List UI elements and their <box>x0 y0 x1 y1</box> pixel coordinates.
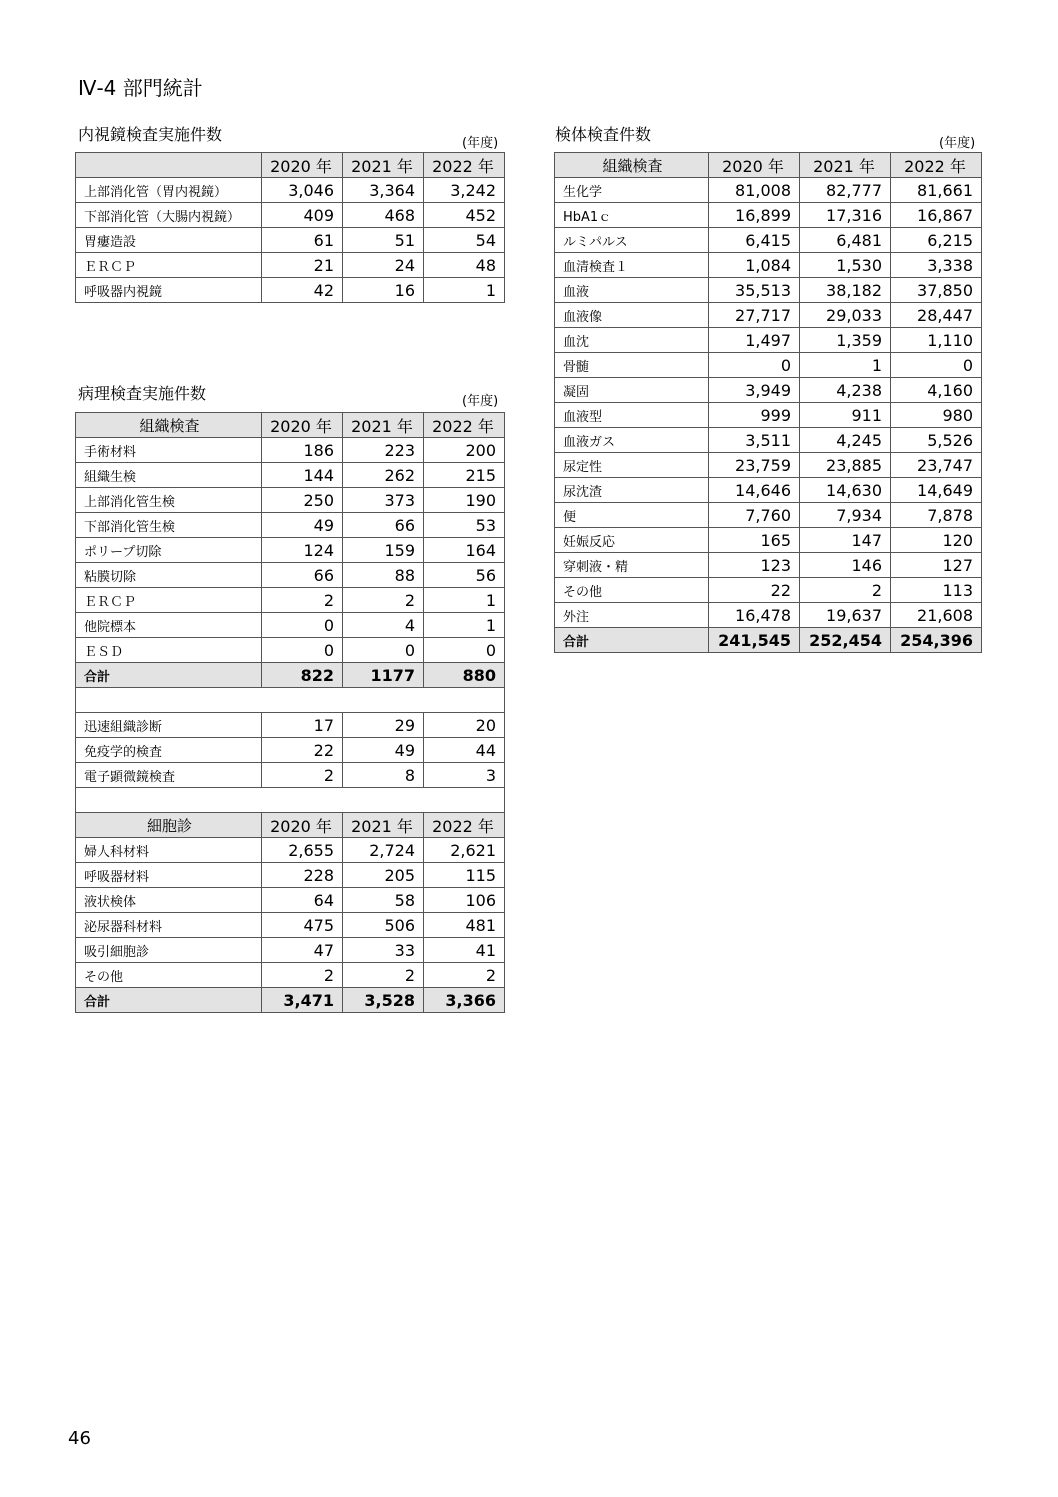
row-label: ＥＲＣＰ <box>76 588 262 613</box>
cell-value: 2021 年 <box>343 813 424 838</box>
row-label: 泌尿器科材料 <box>76 913 262 938</box>
cell-value: 3,338 <box>891 253 982 278</box>
cell-value: 38,182 <box>800 278 891 303</box>
cell-value: 51 <box>343 228 424 253</box>
row-label: 尿定性 <box>555 453 709 478</box>
cell-value: 37,850 <box>891 278 982 303</box>
pathology-title: 病理検査実施件数 <box>78 384 207 403</box>
row-label: 他院標本 <box>76 613 262 638</box>
row-label: 上部消化管（胃内視鏡） <box>76 178 262 203</box>
cell-value: 3,511 <box>709 428 800 453</box>
cell-value: 4 <box>343 613 424 638</box>
cell-value: 2 <box>262 763 343 788</box>
cell-value: 3,046 <box>262 178 343 203</box>
cell-value: 64 <box>262 888 343 913</box>
cell-value: 17 <box>262 713 343 738</box>
header-row <box>76 153 505 178</box>
cell-value: 33 <box>343 938 424 963</box>
table-row <box>76 463 505 488</box>
cell-value: 2 <box>262 588 343 613</box>
cell-value: 61 <box>262 228 343 253</box>
table-row <box>555 428 982 453</box>
row-label: 穿刺液・精 <box>555 553 709 578</box>
cell-value: 822 <box>262 663 343 688</box>
row-label: 合計 <box>76 988 262 1013</box>
cell-value: 252,454 <box>800 628 891 653</box>
table-row <box>76 228 505 253</box>
cell-value: 16,899 <box>709 203 800 228</box>
row-label: 凝固 <box>555 378 709 403</box>
cell-value: 66 <box>343 513 424 538</box>
cell-value: 4,245 <box>800 428 891 453</box>
row-label: 細胞診 <box>76 813 262 838</box>
table-row <box>76 713 505 738</box>
cell-value: 1,359 <box>800 328 891 353</box>
cell-value: 58 <box>343 888 424 913</box>
row-label: 組織検査 <box>555 153 709 178</box>
cell-value: 3,949 <box>709 378 800 403</box>
row-label: 便 <box>555 503 709 528</box>
cell-value: 1 <box>424 613 505 638</box>
spacer-cell <box>76 788 505 813</box>
cell-value: 2,621 <box>424 838 505 863</box>
row-label: ルミパルス <box>555 228 709 253</box>
cell-value: 47 <box>262 938 343 963</box>
cell-value: 124 <box>262 538 343 563</box>
cell-value: 250 <box>262 488 343 513</box>
table-row <box>555 478 982 503</box>
cell-value: 53 <box>424 513 505 538</box>
cell-value: 6,481 <box>800 228 891 253</box>
table-row <box>76 763 505 788</box>
cell-value: 506 <box>343 913 424 938</box>
total-row <box>76 663 505 688</box>
table-row <box>555 503 982 528</box>
row-label: 血沈 <box>555 328 709 353</box>
table-row <box>76 278 505 303</box>
table-row <box>76 538 505 563</box>
row-label: 血液像 <box>555 303 709 328</box>
table-row <box>555 228 982 253</box>
cell-value: 120 <box>891 528 982 553</box>
table-row <box>555 278 982 303</box>
cell-value: 21,608 <box>891 603 982 628</box>
row-label: ＥＲＣＰ <box>76 253 262 278</box>
cell-value: 2020 年 <box>262 813 343 838</box>
row-label: 組織検査 <box>76 413 262 438</box>
table-row <box>76 938 505 963</box>
cell-value: 16,867 <box>891 203 982 228</box>
cell-value: 190 <box>424 488 505 513</box>
cell-value: 81,661 <box>891 178 982 203</box>
cell-value: 123 <box>709 553 800 578</box>
cell-value: 41 <box>424 938 505 963</box>
row-label: 合計 <box>555 628 709 653</box>
row-label: 血液 <box>555 278 709 303</box>
cell-value: 14,649 <box>891 478 982 503</box>
row-label: ポリープ切除 <box>76 538 262 563</box>
specimen-title: 検体検査件数 <box>555 125 652 144</box>
row-label: 血液型 <box>555 403 709 428</box>
endoscopy-table <box>75 152 505 303</box>
cell-value: 29,033 <box>800 303 891 328</box>
cell-value: 254,396 <box>891 628 982 653</box>
cell-value: 2,655 <box>262 838 343 863</box>
table-row <box>555 578 982 603</box>
table-row <box>76 438 505 463</box>
row-label: 生化学 <box>555 178 709 203</box>
table-row <box>555 603 982 628</box>
cell-value: 3 <box>424 763 505 788</box>
cell-value: 7,760 <box>709 503 800 528</box>
table-row <box>555 403 982 428</box>
cell-value: 223 <box>343 438 424 463</box>
cell-value: 0 <box>262 638 343 663</box>
header-row <box>76 413 505 438</box>
spacer-row <box>76 788 505 813</box>
cell-value: 0 <box>709 353 800 378</box>
cell-value: 115 <box>424 863 505 888</box>
cell-value: 1 <box>800 353 891 378</box>
cell-value: 22 <box>709 578 800 603</box>
cell-value: 164 <box>424 538 505 563</box>
row-label: 電子顕微鏡検査 <box>76 763 262 788</box>
cell-value: 159 <box>343 538 424 563</box>
cell-value: 3,471 <box>262 988 343 1013</box>
cell-value: 409 <box>262 203 343 228</box>
row-label: 骨髄 <box>555 353 709 378</box>
cell-value: 7,878 <box>891 503 982 528</box>
table-row <box>76 863 505 888</box>
cell-value: 3,366 <box>424 988 505 1013</box>
row-label: 下部消化管（大腸内視鏡） <box>76 203 262 228</box>
cell-value: 28,447 <box>891 303 982 328</box>
cell-value: 0 <box>262 613 343 638</box>
row-label: 吸引細胞診 <box>76 938 262 963</box>
cell-value: 8 <box>343 763 424 788</box>
row-label: 合計 <box>76 663 262 688</box>
row-label: 胃瘻造設 <box>76 228 262 253</box>
cell-value: 127 <box>891 553 982 578</box>
cell-value: 147 <box>800 528 891 553</box>
cell-value: 2020 年 <box>262 413 343 438</box>
table-row <box>555 303 982 328</box>
cell-value: 241,545 <box>709 628 800 653</box>
cell-value: 17,316 <box>800 203 891 228</box>
row-label: その他 <box>555 578 709 603</box>
cell-value: 2020 年 <box>709 153 800 178</box>
cell-value: 2021 年 <box>343 413 424 438</box>
cell-value: 373 <box>343 488 424 513</box>
cell-value: 980 <box>891 403 982 428</box>
header-row <box>555 153 982 178</box>
row-label: ＥＳＤ <box>76 638 262 663</box>
cell-value: 5,526 <box>891 428 982 453</box>
cell-value: 1 <box>424 588 505 613</box>
cell-value: 2020 年 <box>262 153 343 178</box>
cytology-header-row <box>76 813 505 838</box>
cell-value: 228 <box>262 863 343 888</box>
table-row <box>555 553 982 578</box>
cell-value: 14,630 <box>800 478 891 503</box>
cell-value: 66 <box>262 563 343 588</box>
pathology-unit: (年度) <box>462 394 499 409</box>
cell-value: 20 <box>424 713 505 738</box>
table-row <box>76 253 505 278</box>
cell-value: 113 <box>891 578 982 603</box>
cell-value: 2 <box>424 963 505 988</box>
row-label: 手術材料 <box>76 438 262 463</box>
cell-value: 0 <box>343 638 424 663</box>
table-row <box>555 253 982 278</box>
row-label: 血清検査１ <box>555 253 709 278</box>
cell-value: 23,747 <box>891 453 982 478</box>
page-number: 46 <box>68 1428 91 1449</box>
cell-value: 22 <box>262 738 343 763</box>
row-label <box>76 153 262 178</box>
table-row <box>555 453 982 478</box>
table-row <box>76 738 505 763</box>
table-row <box>76 638 505 663</box>
cell-value: 999 <box>709 403 800 428</box>
cell-value: 2022 年 <box>424 153 505 178</box>
cell-value: 16 <box>343 278 424 303</box>
row-label: 妊娠反応 <box>555 528 709 553</box>
cell-value: 2 <box>343 588 424 613</box>
row-label: 免疫学的検査 <box>76 738 262 763</box>
cell-value: 880 <box>424 663 505 688</box>
cell-value: 215 <box>424 463 505 488</box>
row-label: 婦人科材料 <box>76 838 262 863</box>
cell-value: 4,160 <box>891 378 982 403</box>
table-row <box>76 488 505 513</box>
cell-value: 200 <box>424 438 505 463</box>
row-label: 下部消化管生検 <box>76 513 262 538</box>
cell-value: 54 <box>424 228 505 253</box>
table-row <box>555 328 982 353</box>
row-label: 外注 <box>555 603 709 628</box>
cell-value: 2021 年 <box>343 153 424 178</box>
cell-value: 19,637 <box>800 603 891 628</box>
table-row <box>76 588 505 613</box>
cell-value: 2022 年 <box>424 413 505 438</box>
row-label: 組織生検 <box>76 463 262 488</box>
cell-value: 144 <box>262 463 343 488</box>
cell-value: 205 <box>343 863 424 888</box>
cell-value: 475 <box>262 913 343 938</box>
cell-value: 23,885 <box>800 453 891 478</box>
table-row <box>555 378 982 403</box>
cell-value: 16,478 <box>709 603 800 628</box>
cell-value: 56 <box>424 563 505 588</box>
cell-value: 24 <box>343 253 424 278</box>
cell-value: 1,110 <box>891 328 982 353</box>
page-title: Ⅳ-4 部門統計 <box>78 76 203 100</box>
row-label: 粘膜切除 <box>76 563 262 588</box>
cell-value: 23,759 <box>709 453 800 478</box>
table-row <box>76 963 505 988</box>
cell-value: 2,724 <box>343 838 424 863</box>
cell-value: 468 <box>343 203 424 228</box>
cell-value: 452 <box>424 203 505 228</box>
row-label: 血液ガス <box>555 428 709 453</box>
cell-value: 1,530 <box>800 253 891 278</box>
cell-value: 106 <box>424 888 505 913</box>
cell-value: 911 <box>800 403 891 428</box>
table-row <box>555 203 982 228</box>
pathology-table <box>75 412 505 1013</box>
table-row <box>76 913 505 938</box>
spacer-row <box>76 688 505 713</box>
cell-value: 2021 年 <box>800 153 891 178</box>
total-row <box>76 988 505 1013</box>
cell-value: 2 <box>800 578 891 603</box>
cell-value: 0 <box>891 353 982 378</box>
specimen-table <box>554 152 982 653</box>
row-label: 尿沈渣 <box>555 478 709 503</box>
cell-value: 1 <box>424 278 505 303</box>
cell-value: 48 <box>424 253 505 278</box>
row-label: 迅速組織診断 <box>76 713 262 738</box>
table-row <box>76 838 505 863</box>
table-row <box>555 528 982 553</box>
cell-value: 49 <box>262 513 343 538</box>
row-label: 上部消化管生検 <box>76 488 262 513</box>
cell-value: 14,646 <box>709 478 800 503</box>
cell-value: 262 <box>343 463 424 488</box>
cell-value: 6,215 <box>891 228 982 253</box>
cell-value: 2 <box>262 963 343 988</box>
cell-value: 1,497 <box>709 328 800 353</box>
cell-value: 0 <box>424 638 505 663</box>
table-row <box>76 513 505 538</box>
endoscopy-unit: (年度) <box>462 136 499 151</box>
row-label: その他 <box>76 963 262 988</box>
cell-value: 4,238 <box>800 378 891 403</box>
cell-value: 2 <box>343 963 424 988</box>
cell-value: 44 <box>424 738 505 763</box>
cell-value: 88 <box>343 563 424 588</box>
cell-value: 21 <box>262 253 343 278</box>
cell-value: 27,717 <box>709 303 800 328</box>
specimen-unit: (年度) <box>939 136 976 151</box>
cell-value: 165 <box>709 528 800 553</box>
cell-value: 1177 <box>343 663 424 688</box>
cell-value: 186 <box>262 438 343 463</box>
cell-value: 49 <box>343 738 424 763</box>
table-row <box>76 888 505 913</box>
row-label: 呼吸器内視鏡 <box>76 278 262 303</box>
table-row <box>76 563 505 588</box>
cell-value: 82,777 <box>800 178 891 203</box>
table-row <box>555 353 982 378</box>
cell-value: 2022 年 <box>891 153 982 178</box>
cell-value: 2022 年 <box>424 813 505 838</box>
cell-value: 42 <box>262 278 343 303</box>
cell-value: 35,513 <box>709 278 800 303</box>
row-label: HbA1ｃ <box>555 203 709 228</box>
cell-value: 29 <box>343 713 424 738</box>
cell-value: 6,415 <box>709 228 800 253</box>
row-label: 呼吸器材料 <box>76 863 262 888</box>
cell-value: 146 <box>800 553 891 578</box>
total-row <box>555 628 982 653</box>
cell-value: 3,364 <box>343 178 424 203</box>
cell-value: 81,008 <box>709 178 800 203</box>
spacer-cell <box>76 688 505 713</box>
cell-value: 1,084 <box>709 253 800 278</box>
table-row <box>76 613 505 638</box>
cell-value: 481 <box>424 913 505 938</box>
endoscopy-title: 内視鏡検査実施件数 <box>78 125 223 144</box>
table-row <box>555 178 982 203</box>
table-row <box>76 203 505 228</box>
cell-value: 7,934 <box>800 503 891 528</box>
cell-value: 3,528 <box>343 988 424 1013</box>
table-row <box>76 178 505 203</box>
cell-value: 3,242 <box>424 178 505 203</box>
row-label: 液状検体 <box>76 888 262 913</box>
